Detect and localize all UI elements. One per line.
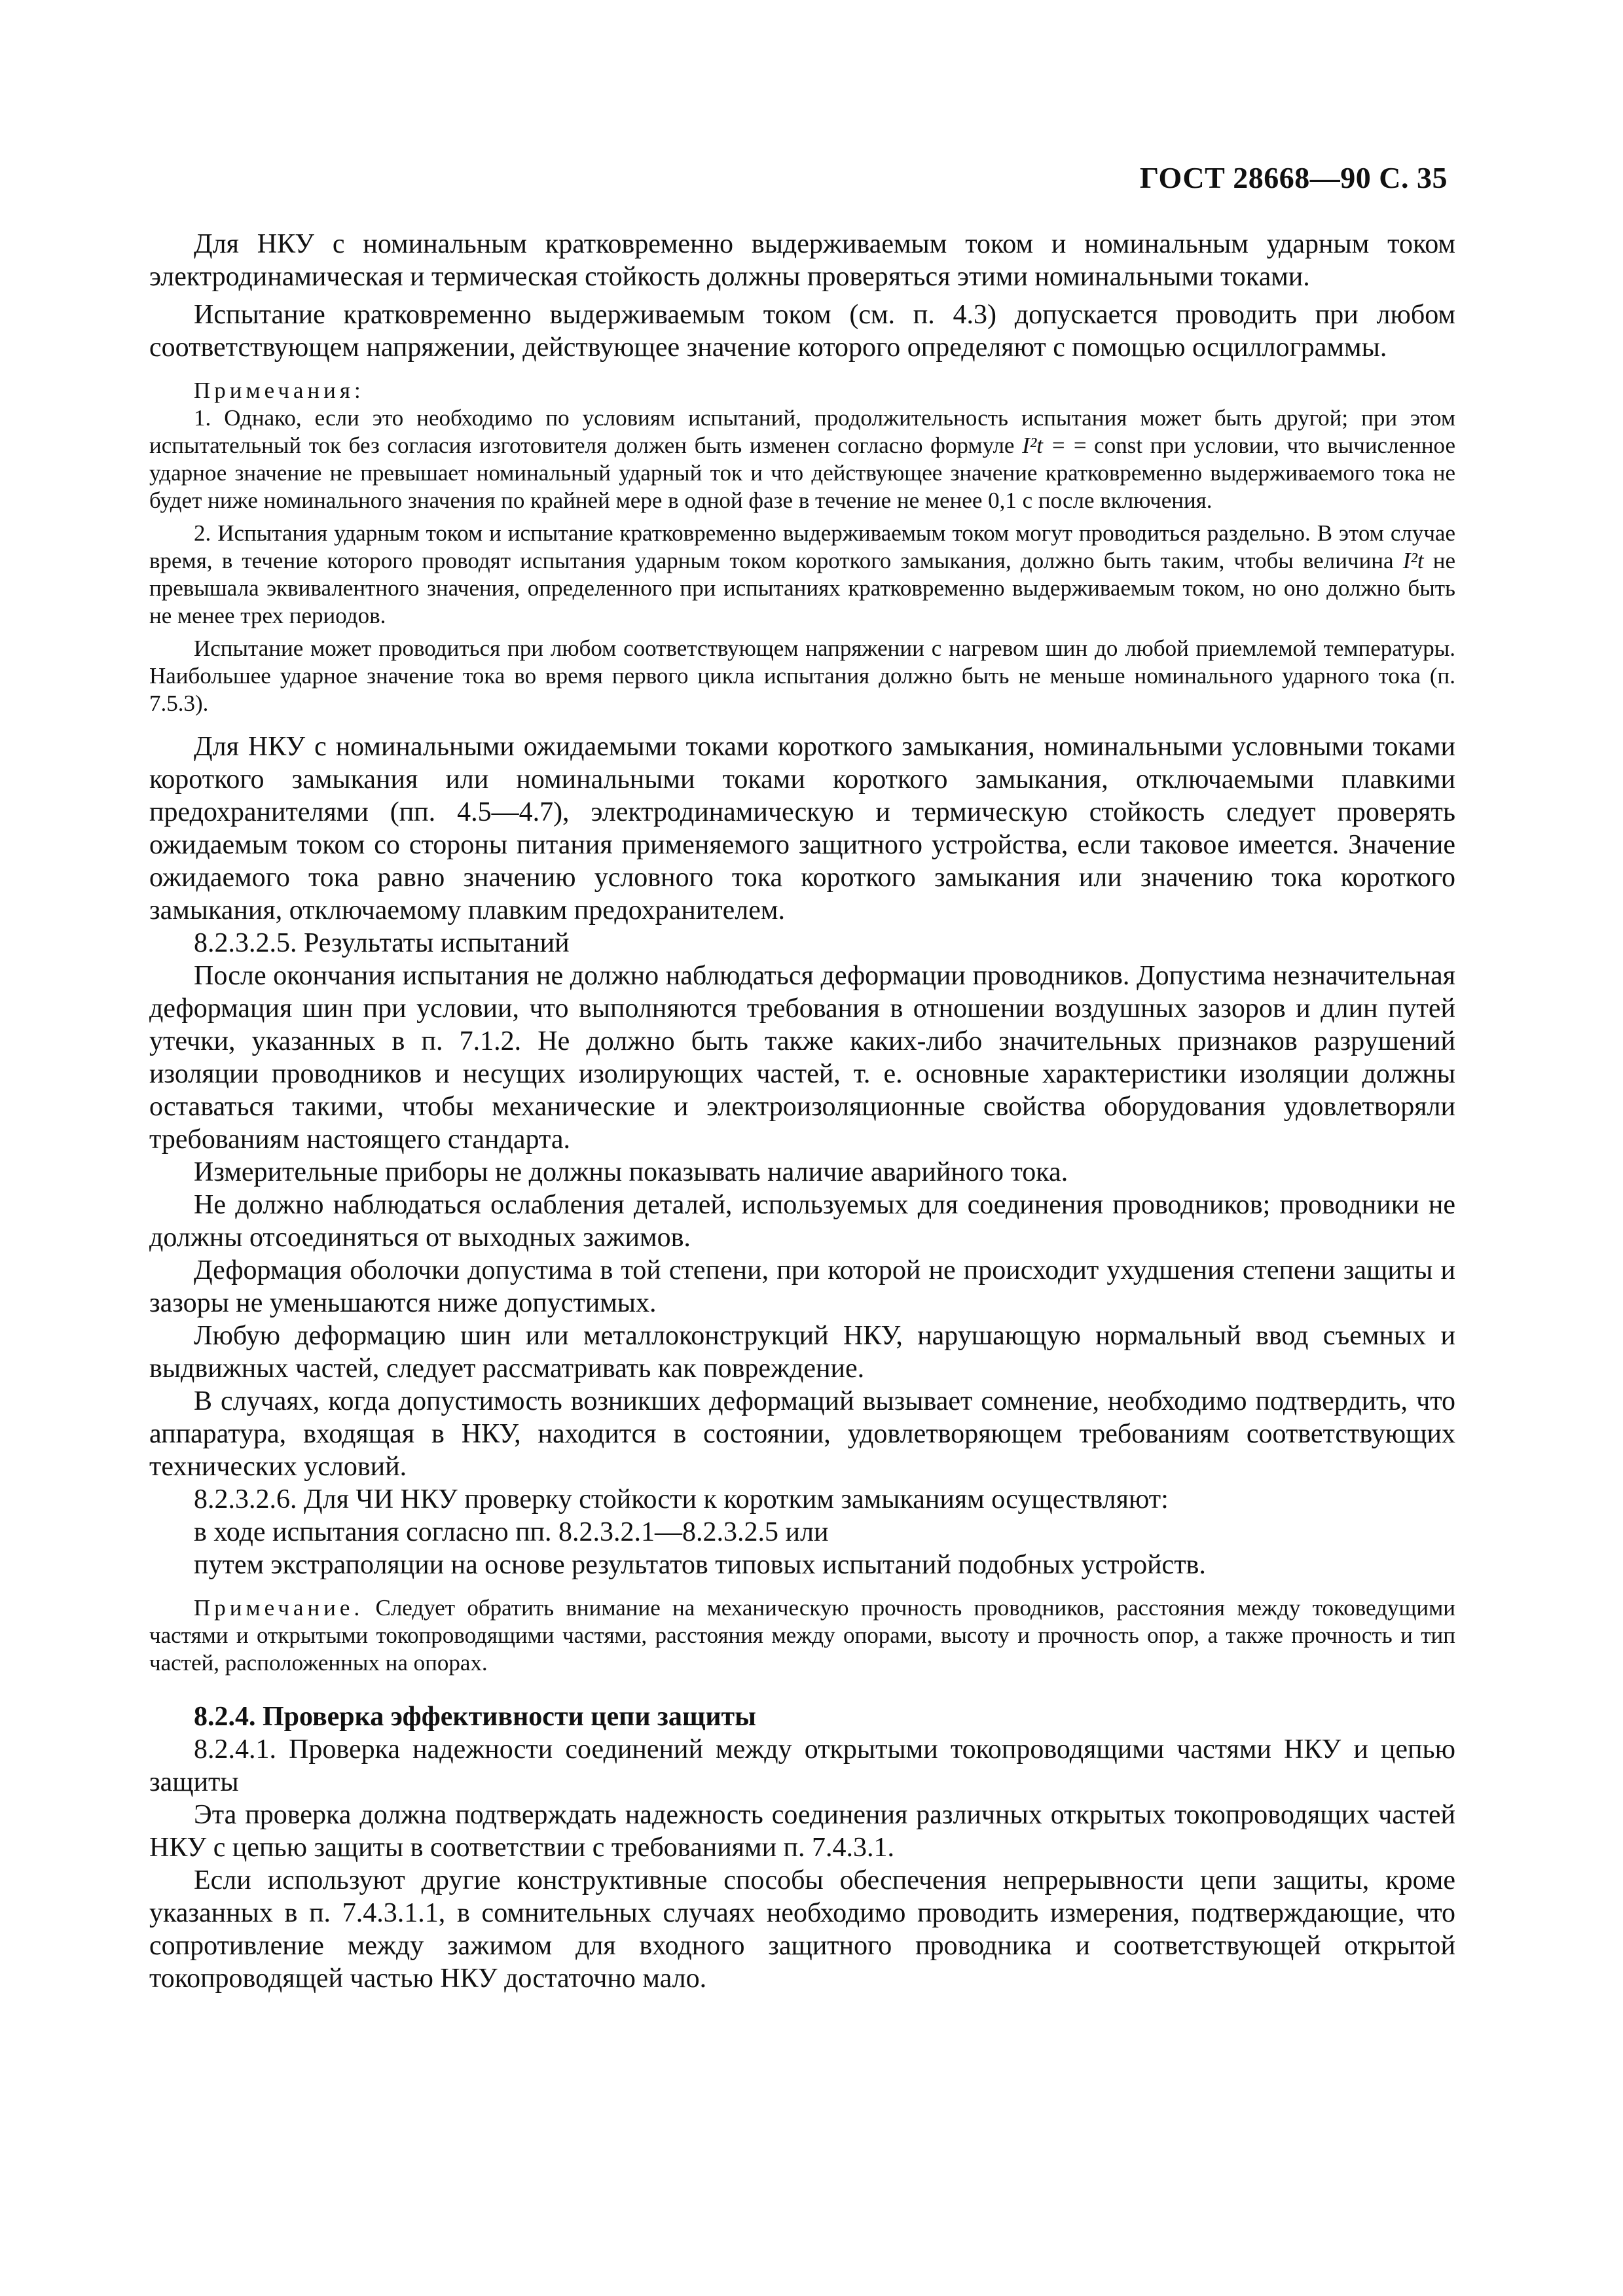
paragraph: В случаях, когда допустимость возникших деформаций вызывает сомнение, необходимо подтвердить, что аппаратура, входящая в НКУ, находится в состоянии, удовлетворяющем требованиям соответствующих технических условий. [149, 1386, 1455, 1482]
note-1-text-b: = const при условии, что вычисленное ударное значение не превышает номинальный ударный ток и что действующее значение кратковременно выдерживаемого тока не будет ниже номинального значения по крайней мере в одной фазе в течение не менее 0,1 с после включения. [149, 433, 1456, 513]
paragraph: 8.2.4.1. Проверка надежности соединений между открытыми токопроводящими частями НКУ и цепью защиты [149, 1734, 1455, 1797]
note-1-formula: I²t = [1022, 433, 1067, 458]
page-header: ГОСТ 28668—90 С. 35 [1139, 161, 1448, 194]
paragraph: Измерительные приборы не должны показывать наличие аварийного тока. [194, 1157, 1068, 1187]
note-2-text-b: не превышала эквивалентного значения, определенного при испытаниях кратковременно выдерживаемым током, но оно должно быть не менее трех периодов. [149, 548, 1456, 628]
note-2 [149, 520, 1455, 630]
note-3: Испытание может проводиться при любом соответствующем напряжении с нагревом шин до любой приемлемой температуры. Наибольшее ударное значение тока во время первого цикла испытания должно быть не меньше номинального ударного тока (п. 7.5.3). [149, 636, 1455, 716]
paragraph: После окончания испытания не должно наблюдаться деформации проводников. Допустима незначительная деформация шин при условии, что выполняются требования в отношении воздушных зазоров и длин путей утечки, указанных в п. 7.1.2. Не должно быть также каких-либо значительных признаков разрушений изоляции проводников и несущих изолирующих частей, т. е. основные характеристики изоляции должны оставаться такими, чтобы механические и электроизоляционные свойства оборудования удовлетворяли требованиям настоящего стандарта. [149, 961, 1455, 1155]
paragraph: Если используют другие конструктивные способы обеспечения непрерывности цепи защиты, кроме указанных в п. 7.4.3.1.1, в сомнительных случаях необходимо проводить измерения, подтверждающие, что сопротивление между зажимом для входного защитного проводника и соответствующей открытой токопроводящей частью НКУ достаточно мало. [149, 1865, 1455, 1994]
section-title: 8.2.3.2.5. Результаты испытаний [194, 928, 570, 958]
note-4-text: Следует обратить внимание на механическую прочность проводников, расстояния между токоведущими частями и открытыми токопроводящими частями, расстояния между опорами, высоту и прочность опор, а также прочность и тип частей, расположенных на опорах. [149, 1595, 1455, 1676]
note-2-formula: I²t [1402, 548, 1424, 573]
paragraph: путем экстраполяции на основе результатов типовых испытаний подобных устройств. [194, 1550, 1206, 1580]
notes-label: Примечания: [194, 378, 365, 403]
section-heading: 8.2.4. Проверка эффективности цепи защиты [194, 1702, 756, 1732]
note-4-label: Примечание. [194, 1595, 364, 1621]
paragraph: Для НКУ с номинальным кратковременно выдерживаемым током и номинальным ударным током электродинамическая и термическая стойкость должны проверяться этими номинальными токами. [149, 229, 1455, 292]
note-1-text-a: 1. Однако, если это необходимо по условиям испытаний, продолжительность испытания может быть другой; при этом испытательный ток без согласия изготовителя должен быть изменен согласно формуле [149, 405, 1455, 458]
paragraph: Для НКУ с номинальными ожидаемыми токами короткого замыкания, номинальными условными токами короткого замыкания или номинальными токами короткого замыкания, отключаемыми плавкими предохранителями (пп. 4.5—4.7), электродинамическую и термическую стойкость следует проверять ожидаемым током со стороны питания применяемого защитного устройства, если таковое имеется. Значение ожидаемого тока равно значению условного тока короткого замыкания или значению тока короткого замыкания, отключаемому плавким предохранителем. [149, 732, 1455, 925]
paragraph: в ходе испытания согласно пп. 8.2.3.2.1—8.2.3.2.5 или [194, 1517, 829, 1547]
paragraph: 8.2.3.2.6. Для ЧИ НКУ проверку стойкости к коротким замыканиям осуществляют: [194, 1484, 1169, 1515]
paragraph: Эта проверка должна подтверждать надежность соединения различных открытых токопроводящих частей НКУ с цепью защиты в соответствии с требованиями п. 7.4.3.1. [149, 1800, 1455, 1863]
paragraph: Любую деформацию шин или металлоконструкций НКУ, нарушающую нормальный ввод съемных и выдвижных частей, следует рассматривать как повреждение. [149, 1321, 1455, 1384]
note-2-text-a: 2. Испытания ударным током и испытание кратковременно выдерживаемым током могут проводиться раздельно. В этом случае время, в течение которого проводят испытания ударным током короткого замыкания, должно быть таким, чтобы величина [149, 520, 1455, 573]
paragraph: Деформация оболочки допустима в той степени, при которой не происходит ухудшения степени защиты и зазоры не уменьшаются ниже допустимых. [149, 1255, 1455, 1318]
paragraph: Не должно наблюдаться ослабления деталей, используемых для соединения проводников; проводники не должны отсоединяться от выходных зажимов. [149, 1190, 1455, 1253]
note-4 [149, 1594, 1455, 1677]
document-body [149, 228, 1455, 1995]
note-1 [149, 404, 1455, 514]
paragraph: Испытание кратковременно выдерживаемым током (см. п. 4.3) допускается проводить при любом соответствующем напряжении, действующее значение которого определяют с помощью осциллограммы. [149, 300, 1455, 363]
